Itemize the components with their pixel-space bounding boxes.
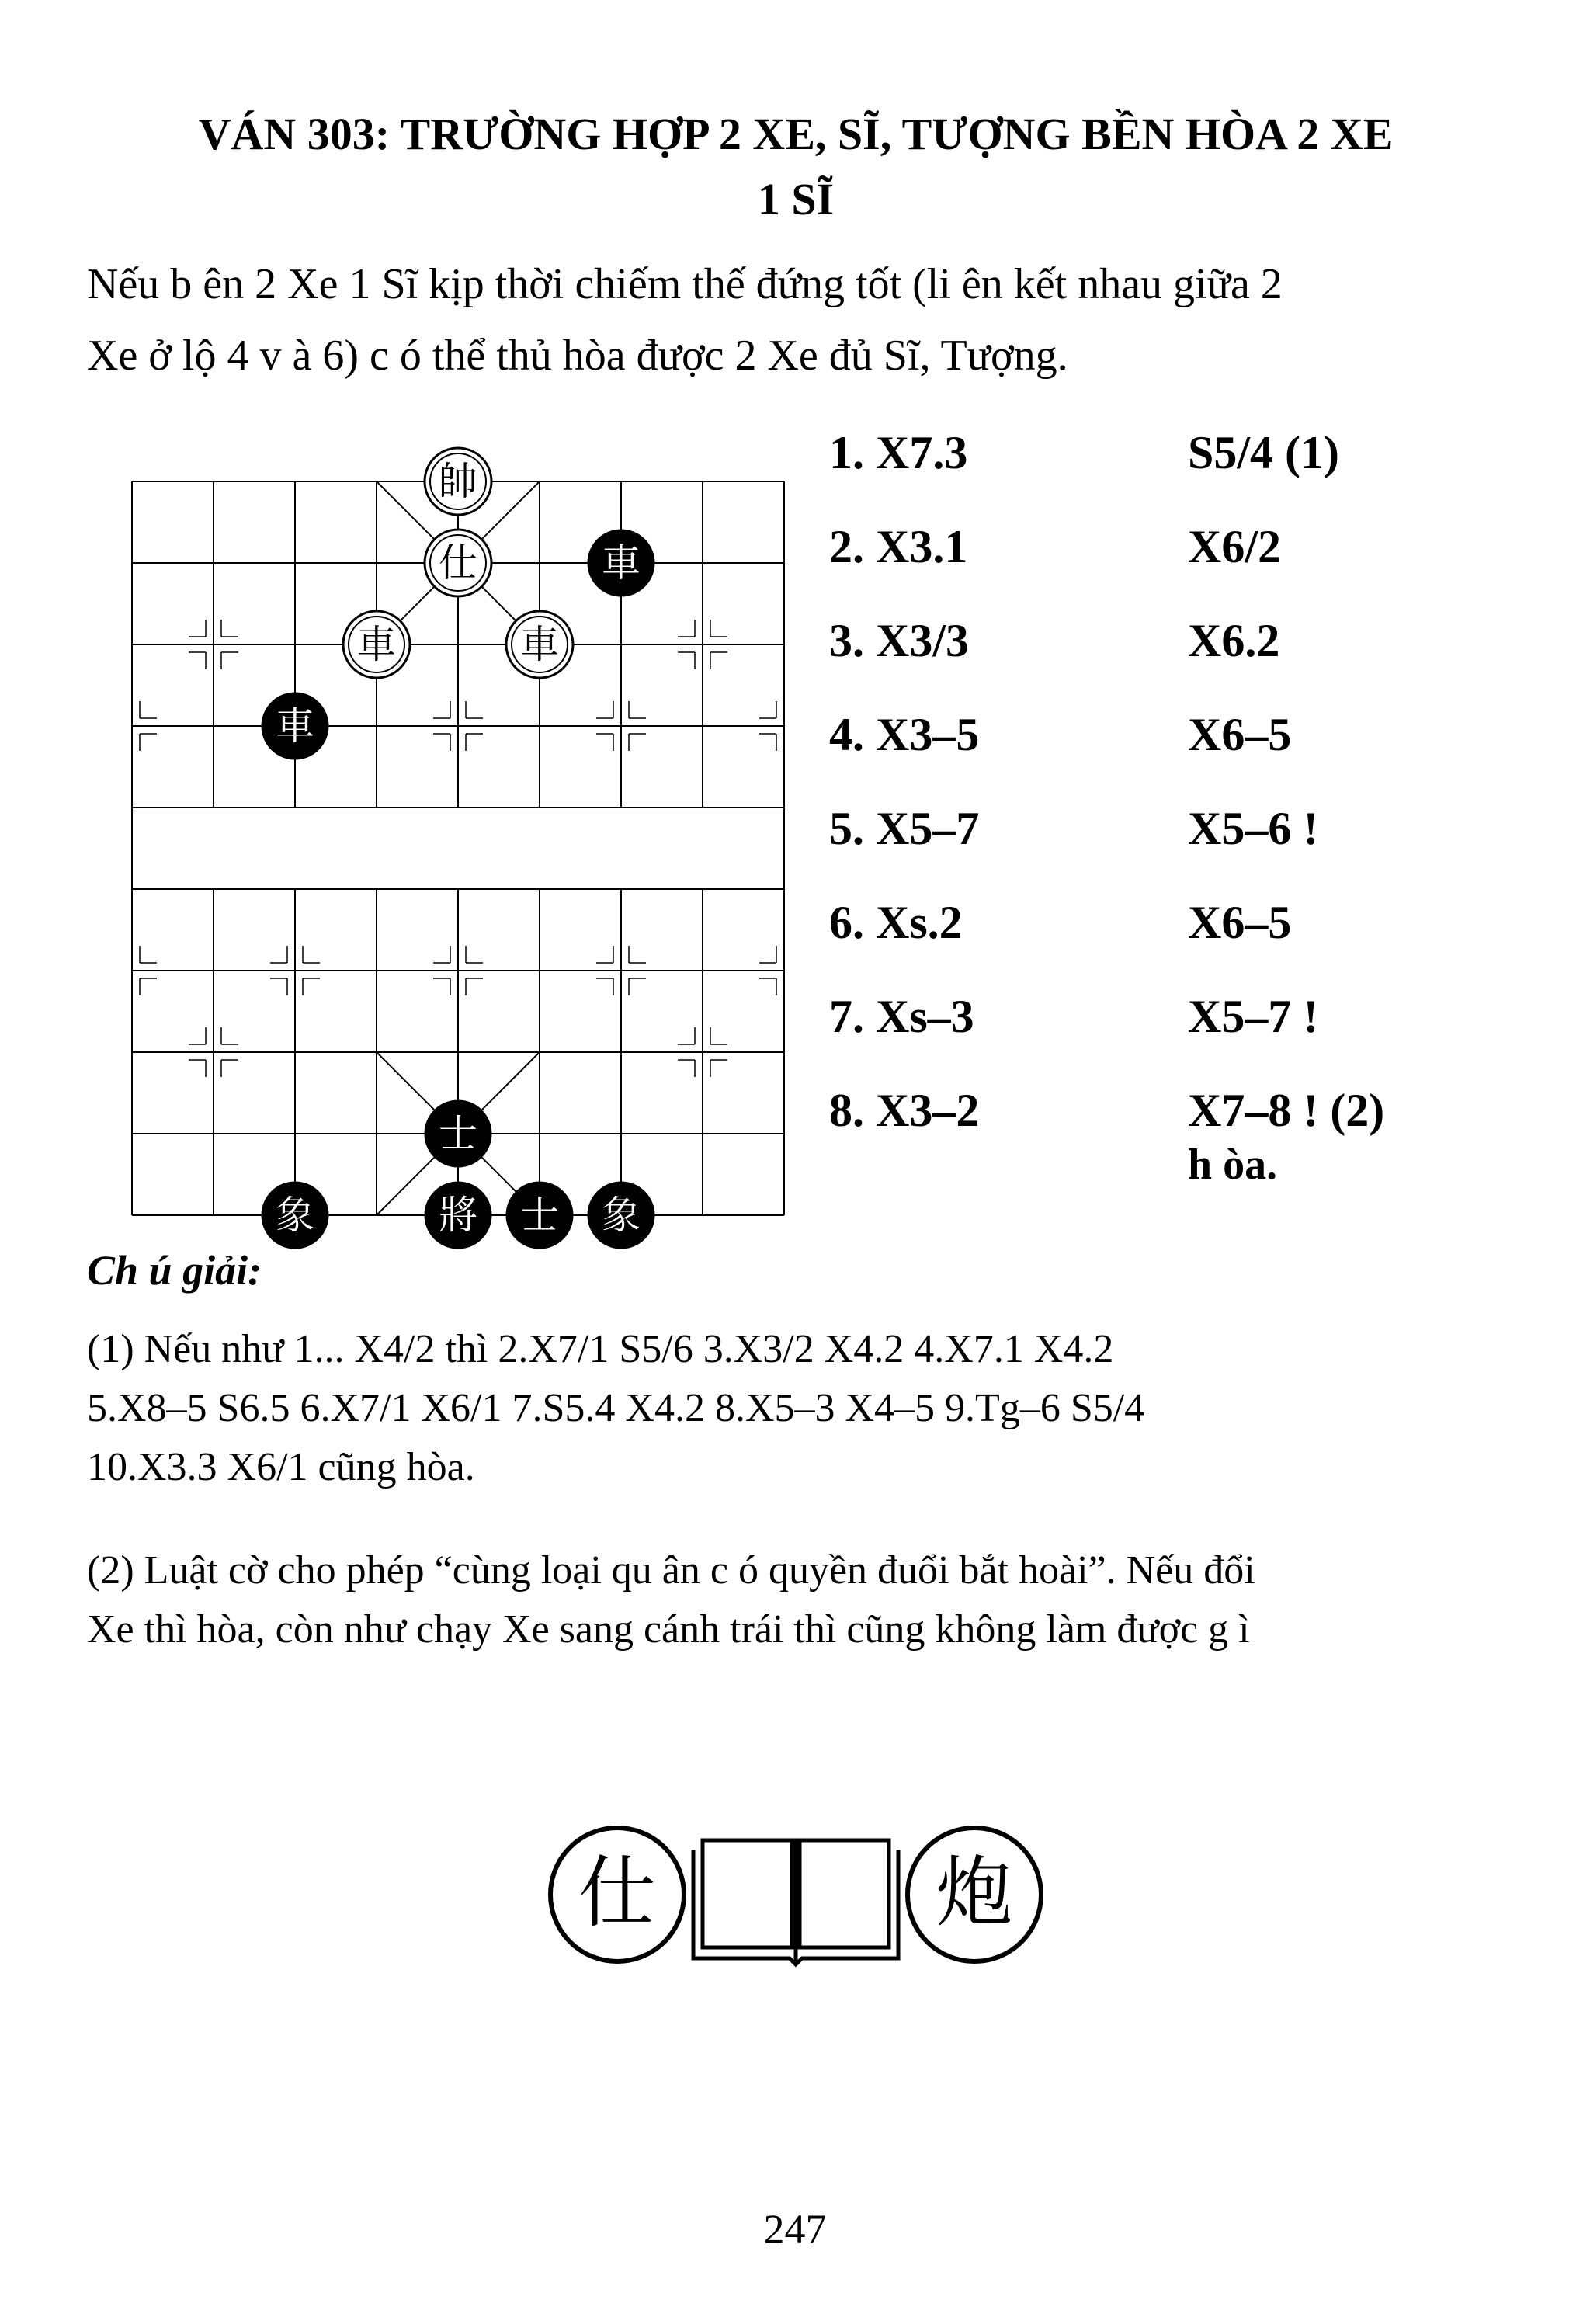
black-advisor-right-piece [506, 1182, 573, 1249]
ornament-left-char: 仕 [578, 1847, 656, 1938]
black-chariot-top-piece [588, 530, 654, 596]
piece-label: 帥 [439, 459, 477, 504]
white-move: 5. X5–7 [829, 803, 980, 854]
black-move: S5/4 (1) [1188, 427, 1339, 478]
piece-label: 車 [520, 622, 559, 667]
red-advisor-piece [425, 530, 491, 596]
note-1 [87, 1320, 1512, 1497]
cannon-seal-icon [908, 1828, 1041, 1961]
ornament-right-char: 炮 [936, 1847, 1013, 1938]
black-moves-column [1188, 426, 1384, 1177]
white-move: 4. X3–5 [829, 709, 980, 760]
piece-label: 士 [520, 1193, 559, 1238]
page-title-line2: 1 SĨ [757, 174, 835, 224]
piece-label: 仕 [439, 540, 477, 585]
white-move: 7. Xs–3 [829, 991, 974, 1042]
page-title: VÁN 303: TRƯỜNG HỢP 2 XE, SĨ, TƯỢNG BỀN HÒA 2 XE [198, 109, 1394, 159]
note-line: (2) Luật cờ cho phép “cùng loại qu ân c ó quyền đuổi bắt hoài”. Nếu đổi [87, 1548, 1255, 1593]
intro-paragraph [87, 248, 1512, 391]
advisor-seal-icon [550, 1828, 684, 1961]
black-chariot-left-piece [262, 693, 328, 759]
red-general-piece [425, 448, 491, 515]
piece-label: 車 [357, 622, 396, 667]
white-move: 2. X3.1 [829, 521, 968, 572]
white-move: 1. X7.3 [829, 427, 968, 478]
intro-line: Nếu b ên 2 Xe 1 Sĩ kịp thời chiếm thế đứng tốt (li ên kết nhau giữa 2 [87, 260, 1283, 308]
note-line: (1) Nếu như 1... X4/2 thì 2.X7/1 S5/6 3.X3/2 X4.2 4.X7.1 X4.2 [87, 1327, 1114, 1371]
piece-label: 象 [602, 1193, 641, 1238]
black-move: X7–8 ! (2) [1188, 1085, 1385, 1136]
red-chariot-right-piece [506, 611, 573, 678]
black-elephant-right-piece [588, 1182, 654, 1249]
black-move: X6–5 [1188, 897, 1292, 948]
red-chariot-left-piece [343, 611, 410, 678]
black-move: X5–6 ! [1188, 803, 1319, 854]
white-move: 8. X3–2 [829, 1085, 980, 1136]
white-moves-column [829, 426, 979, 1177]
piece-label: 象 [276, 1193, 314, 1238]
white-move: 3. X3/3 [829, 615, 969, 666]
notes-heading: Ch ú giải: [87, 1247, 262, 1294]
note-2 [87, 1541, 1512, 1659]
page-number: 247 [763, 2206, 827, 2253]
piece-label: 士 [439, 1111, 477, 1156]
white-move: 6. Xs.2 [829, 897, 963, 948]
black-move: X6.2 [1188, 615, 1280, 666]
piece-label: 車 [602, 540, 641, 585]
intro-line: Xe ở lộ 4 v à 6) c ó thể thủ hòa được 2 Xe đủ Sĩ, Tượng. [87, 332, 1068, 380]
open-book-icon [693, 1840, 898, 1964]
piece-label: 車 [276, 703, 314, 749]
note-line: 10.X3.3 X6/1 cũng hòa. [87, 1445, 475, 1489]
black-move: X6/2 [1188, 521, 1281, 572]
xiangqi-board [109, 423, 776, 1238]
note-line: Xe thì hòa, còn như chạy Xe sang cánh trái thì cũng không làm được g ì [87, 1607, 1250, 1652]
black-elephant-left-piece [262, 1182, 328, 1249]
note-line: 5.X8–5 S6.5 6.X7/1 X6/1 7.S5.4 X4.2 8.X5–3 X4–5 9.Tg–6 S5/4 [87, 1386, 1145, 1430]
chapter-ornament [547, 1809, 1044, 1980]
black-move: X5–7 ! [1188, 991, 1319, 1042]
game-result: h òa. [1188, 1141, 1278, 1189]
piece-label: 將 [439, 1193, 477, 1238]
black-move: X6–5 [1188, 709, 1292, 760]
black-advisor-center-piece [425, 1100, 491, 1167]
black-general-piece [425, 1182, 491, 1249]
